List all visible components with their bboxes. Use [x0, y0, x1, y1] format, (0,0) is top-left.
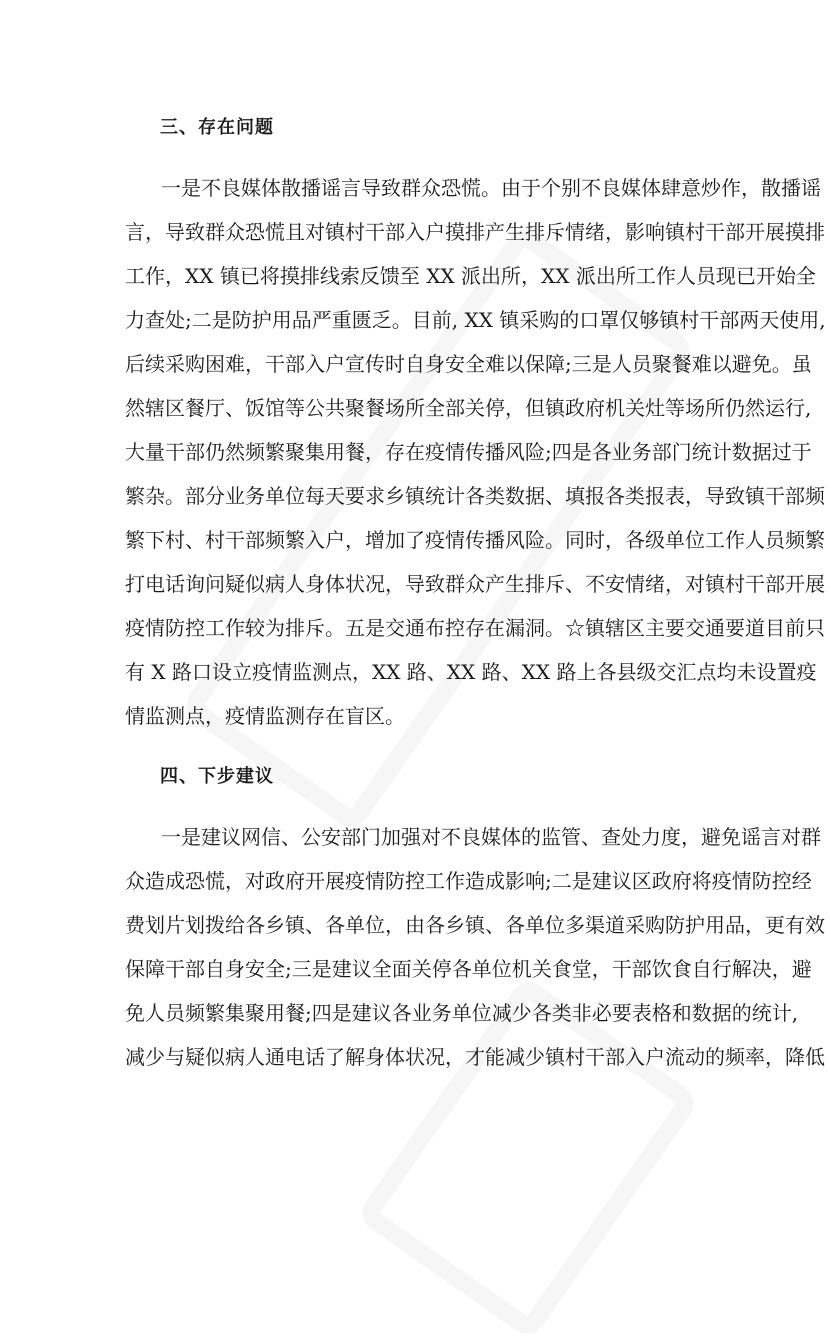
- text-line: 疫情防控工作较为排斥。五是交通布控存在漏洞。☆镇辖区主要交通要道目前只: [125, 616, 825, 640]
- text-line: 大量干部仍然频繁聚集用餐，存在疫情传播风险;四是各业务部门统计数据过于: [125, 440, 812, 464]
- text-line: 一是不良媒体散播谣言导致群众恐慌。由于个别不良媒体肆意炒作，散播谣: [161, 176, 821, 200]
- text-line: 一是建议网信、公安部门加强对不良媒体的监管、查处力度，避免谣言对群: [161, 825, 821, 849]
- section-heading: 四、下步建议: [160, 766, 274, 787]
- text-line: 繁下村、村干部频繁入户，增加了疫情传播风险。同时，各级单位工作人员频繁: [125, 528, 825, 552]
- text-line: 情监测点，疫情监测存在盲区。: [125, 704, 405, 728]
- text-line: 保障干部自身安全;三是建议全面关停各单位机关食堂，干部饮食自行解决，避: [125, 957, 812, 981]
- section-paragraph: [125, 166, 826, 738]
- section-paragraph: [125, 815, 825, 1079]
- text-line: 打电话询问疑似病人身体状况，导致群众产生排斥、不安情绪，对镇村干部开展: [125, 572, 825, 596]
- text-line: 后续采购困难，干部入户宣传时自身安全难以保障;三是人员聚餐难以避免。虽: [125, 352, 812, 376]
- text-line: 免人员频繁集聚用餐;四是建议各业务单位减少各类非必要表格和数据的统计,: [125, 1001, 799, 1025]
- text-line: 减少与疑似病人通电话了解身体状况，才能减少镇村干部入户流动的频率，降低: [125, 1045, 825, 1069]
- text-line: 然辖区餐厅、饭馆等公共聚餐场所全部关停，但镇政府机关灶等场所仍然运行,: [125, 396, 812, 420]
- text-line: 费划片划拨给各乡镇、各单位，由各乡镇、各单位多渠道采购防护用品，更有效: [125, 913, 825, 937]
- section-heading: 三、存在问题: [160, 117, 274, 138]
- text-line: 工作，XX 镇已将摸排线索反馈至 XX 派出所，XX 派出所工作人员现已开始全: [125, 264, 816, 288]
- text-line: 力查处;二是防护用品严重匮乏。目前, XX 镇采购的口罩仅够镇村干部两天使用,: [125, 308, 826, 332]
- text-line: 众造成恐慌，对政府开展疫情防控工作造成影响;二是建议区政府将疫情防控经: [125, 869, 812, 893]
- text-line: 言，导致群众恐慌且对镇村干部入户摸排产生排斥情绪，影响镇村干部开展摸排: [125, 220, 825, 244]
- text-line: 有 X 路口设立疫情监测点，XX 路、XX 路、XX 路上各县级交汇点均未设置疫: [125, 660, 817, 684]
- text-line: 繁杂。部分业务单位每天要求乡镇统计各类数据、填报各类报表，导致镇干部频: [125, 484, 825, 508]
